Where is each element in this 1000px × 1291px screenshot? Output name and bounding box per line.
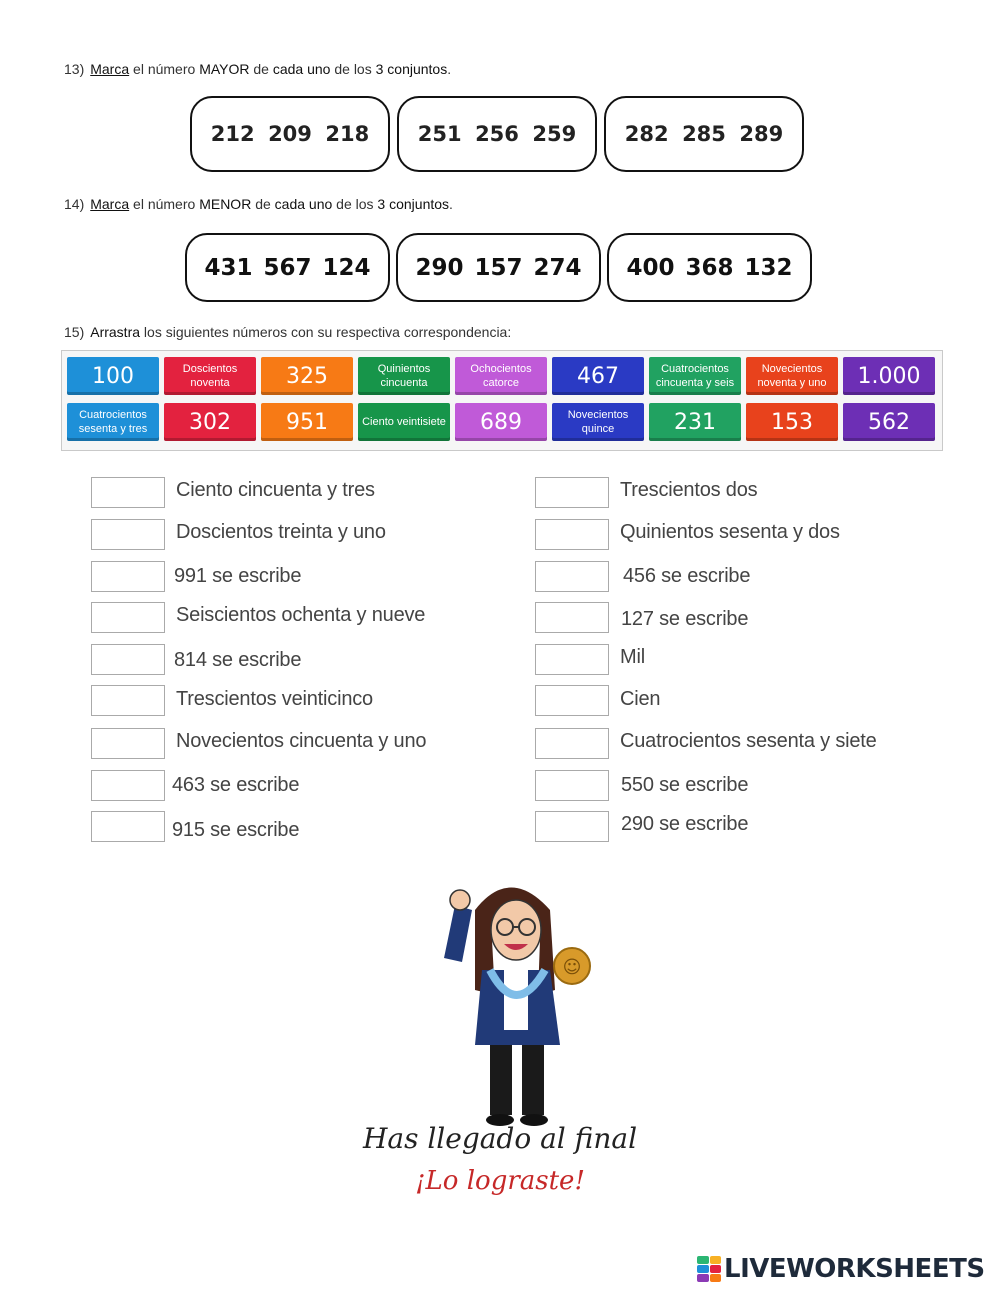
- drop-target[interactable]: [535, 644, 609, 675]
- q13-set-3: [604, 96, 804, 172]
- drag-tile[interactable]: 1.000: [843, 357, 935, 395]
- match-label: Seiscientos ochenta y nueve: [176, 604, 426, 626]
- match-label: 463 se escribe: [172, 774, 300, 796]
- match-label: Doscientos treinta y uno: [176, 521, 386, 543]
- q14-set-3-number[interactable]: 132: [744, 254, 793, 281]
- match-label: 290 se escribe: [621, 813, 749, 835]
- q14-set-3: [607, 233, 812, 302]
- drag-tile-panel: [61, 350, 943, 451]
- drop-target[interactable]: [535, 811, 609, 842]
- match-label: Trescientos veinticinco: [176, 688, 373, 710]
- final-congrats: ¡Lo lograste!: [415, 1166, 585, 1196]
- q14-set-3-number[interactable]: 400: [626, 254, 675, 281]
- q13-set-3-number[interactable]: 282: [624, 122, 669, 146]
- drag-tile[interactable]: 951: [261, 403, 353, 441]
- drop-target[interactable]: [535, 561, 609, 592]
- drop-target[interactable]: [91, 685, 165, 716]
- q15-instruction: 15) Arrastra los siguientes números con su respectiva correspondencia:: [64, 324, 512, 340]
- drag-tile[interactable]: 100: [67, 357, 159, 395]
- q13-set-2-number[interactable]: 259: [532, 122, 577, 146]
- drop-target[interactable]: [91, 519, 165, 550]
- match-label: Ciento cincuenta y tres: [176, 479, 375, 501]
- q13-set-1-number[interactable]: 212: [210, 122, 255, 146]
- drag-tile[interactable]: Ciento veintisiete: [358, 403, 450, 441]
- q13-set-1-number[interactable]: 218: [325, 122, 370, 146]
- match-label: Quinientos sesenta y dos: [620, 521, 840, 543]
- drop-target[interactable]: [535, 728, 609, 759]
- q14-set-2-number[interactable]: 290: [415, 254, 464, 281]
- logo-icon: [697, 1256, 721, 1282]
- q14-set-2-number[interactable]: 157: [474, 254, 523, 281]
- final-message: Has llegado al final: [362, 1122, 638, 1155]
- drag-tile[interactable]: 689: [455, 403, 547, 441]
- drag-tile[interactable]: 562: [843, 403, 935, 441]
- drop-target[interactable]: [91, 728, 165, 759]
- drop-target[interactable]: [91, 602, 165, 633]
- drag-tile[interactable]: 153: [746, 403, 838, 441]
- match-label: 550 se escribe: [621, 774, 749, 796]
- q13-set-1: [190, 96, 390, 172]
- match-label: 991 se escribe: [174, 565, 302, 587]
- drag-tile[interactable]: 325: [261, 357, 353, 395]
- drop-target[interactable]: [535, 519, 609, 550]
- match-label: Novecientos cincuenta y uno: [176, 730, 427, 752]
- drop-target[interactable]: [535, 602, 609, 633]
- drag-tile[interactable]: Novecientos noventa y uno: [746, 357, 838, 395]
- q13-set-2: [397, 96, 597, 172]
- svg-text:☺: ☺: [562, 957, 582, 978]
- drag-tile[interactable]: Quinientos cincuenta: [358, 357, 450, 395]
- avatar: [420, 870, 620, 1135]
- q14-set-1-number[interactable]: 124: [322, 254, 371, 281]
- drag-tile[interactable]: Novecientos quince: [552, 403, 644, 441]
- drop-target[interactable]: [91, 477, 165, 508]
- drop-target[interactable]: [91, 644, 165, 675]
- drop-target[interactable]: [535, 770, 609, 801]
- match-label: Mil: [620, 646, 645, 668]
- drop-target[interactable]: [91, 770, 165, 801]
- q13-set-2-number[interactable]: 251: [417, 122, 462, 146]
- drag-tile[interactable]: 467: [552, 357, 644, 395]
- drop-target[interactable]: [91, 811, 165, 842]
- drag-tile[interactable]: Ochocientos catorce: [455, 357, 547, 395]
- drag-tile[interactable]: 302: [164, 403, 256, 441]
- drop-target[interactable]: [91, 561, 165, 592]
- drop-target[interactable]: [535, 685, 609, 716]
- drop-target[interactable]: [535, 477, 609, 508]
- q14-set-1-number[interactable]: 431: [204, 254, 253, 281]
- q13-set-3-number[interactable]: 285: [682, 122, 726, 146]
- drag-tile[interactable]: Cuatrocientos cincuenta y seis: [649, 357, 741, 395]
- q14-instruction: 14) Marca el número MENOR de cada uno de los 3 conjuntos.: [64, 196, 453, 212]
- q13-instruction: 13) Marca el número MAYOR de cada uno de los 3 conjuntos.: [64, 61, 452, 77]
- q13-set-2-number[interactable]: 256: [475, 122, 519, 146]
- match-label: Cuatrocientos sesenta y siete: [620, 730, 877, 752]
- match-label: Cien: [620, 688, 661, 710]
- q14-set-1: [185, 233, 390, 302]
- q14-set-2-number[interactable]: 274: [533, 254, 582, 281]
- match-label: Trescientos dos: [620, 479, 758, 501]
- q13-set-1-number[interactable]: 209: [268, 122, 312, 146]
- match-label: 915 se escribe: [172, 819, 300, 841]
- drag-tile[interactable]: Doscientos noventa: [164, 357, 256, 395]
- match-label: 127 se escribe: [621, 608, 749, 630]
- match-label: 814 se escribe: [174, 649, 302, 671]
- q14-set-1-number[interactable]: 567: [263, 254, 312, 281]
- drag-tile[interactable]: Cuatrocientos sesenta y tres: [67, 403, 159, 441]
- q13-set-3-number[interactable]: 289: [739, 122, 784, 146]
- match-label: 456 se escribe: [623, 565, 751, 587]
- drag-tile[interactable]: 231: [649, 403, 741, 441]
- q14-set-2: [396, 233, 601, 302]
- q14-set-3-number[interactable]: 368: [685, 254, 734, 281]
- liveworksheets-logo: LIVEWORKSHEETS: [697, 1254, 985, 1284]
